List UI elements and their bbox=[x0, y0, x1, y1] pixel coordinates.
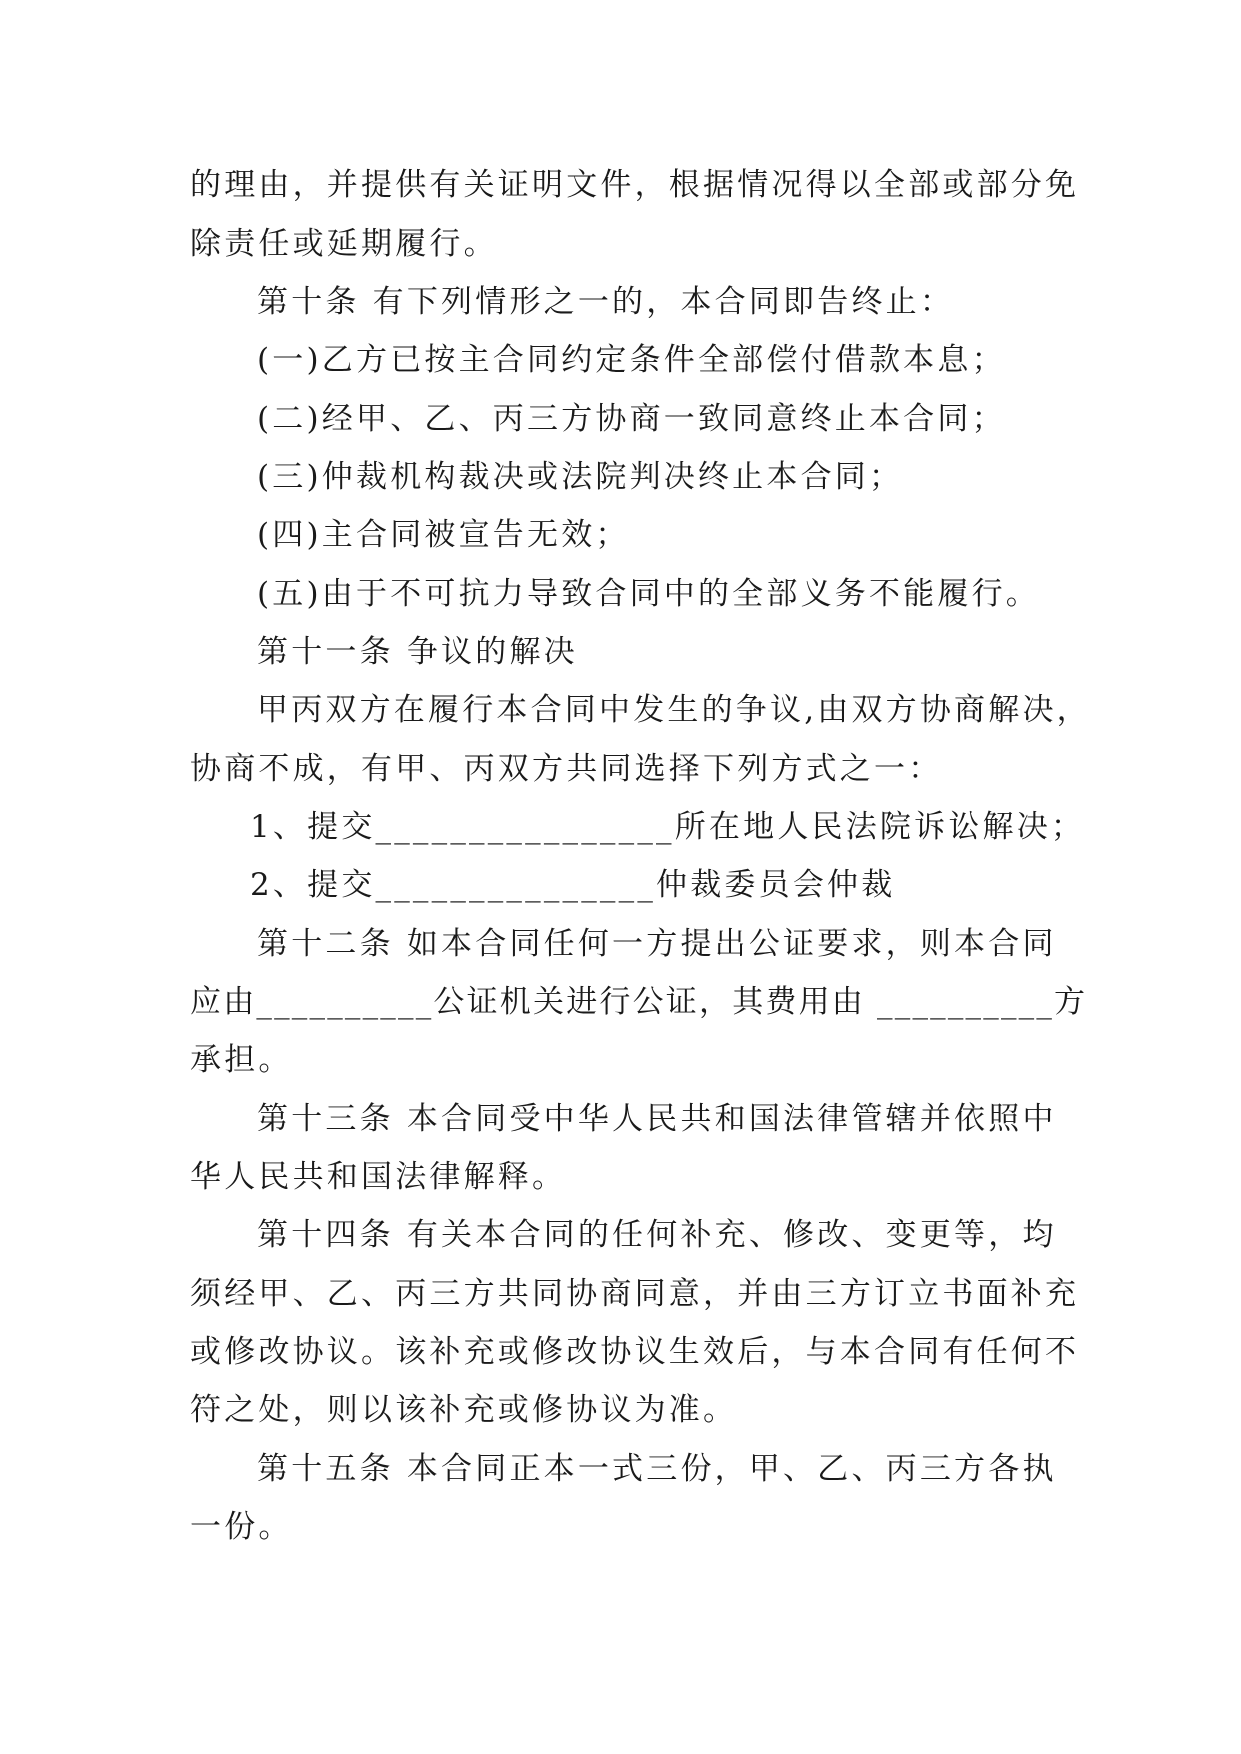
article-10-heading: 第十条 有下列情形之一的，本合同即告终止： bbox=[257, 284, 955, 320]
article-12: 第十二条 如本合同任何一方提出公证要求，则本合同 bbox=[257, 926, 1057, 962]
list-item: (五)由于不可抗力导致合同中的全部义务不能履行。 bbox=[257, 576, 1040, 612]
text-line: 符之处，则以该补充或修协议为准。 bbox=[190, 1392, 738, 1428]
list-item: 2、提交_______________仲裁委员会仲裁 bbox=[250, 867, 896, 903]
article-13: 第十三条 本合同受中华人民共和国法律管辖并依照中 bbox=[257, 1101, 1057, 1137]
text-line: 甲丙双方在履行本合同中发生的争议,由双方协商解决， bbox=[257, 692, 1091, 728]
text-line: 须经甲、乙、丙三方共同协商同意，并由三方订立书面补充 bbox=[190, 1276, 1080, 1312]
list-item: (三)仲裁机构裁决或法院判决终止本合同； bbox=[257, 459, 904, 495]
text-line: 协商不成，有甲、丙双方共同选择下列方式之一： bbox=[190, 751, 943, 787]
list-item: (二)经甲、乙、丙三方协商一致同意终止本合同； bbox=[257, 401, 1006, 437]
article-11-heading: 第十一条 争议的解决 bbox=[257, 634, 578, 670]
text-line: 除责任或延期履行。 bbox=[190, 226, 498, 262]
text-line: 的理由，并提供有关证明文件，根据情况得以全部或部分免 bbox=[190, 167, 1080, 203]
article-15: 第十五条 本合同正本一式三份，甲、乙、丙三方各执 bbox=[257, 1451, 1057, 1487]
list-item: (四)主合同被宣告无效； bbox=[257, 517, 630, 553]
text-line: 华人民共和国法律解释。 bbox=[190, 1159, 567, 1195]
text-line: 一份。 bbox=[190, 1509, 293, 1545]
list-item: (一)乙方已按主合同约定条件全部偿付借款本息； bbox=[257, 342, 1006, 378]
text-line: 承担。 bbox=[190, 1042, 293, 1078]
list-item: 1、提交________________所在地人民法院诉讼解决； bbox=[250, 809, 1086, 845]
text-line: 或修改协议。该补充或修改协议生效后，与本合同有任何不 bbox=[190, 1334, 1080, 1370]
text-line: 应由__________公证机关进行公证，其费用由 __________方 bbox=[190, 984, 1088, 1020]
article-14: 第十四条 有关本合同的任何补充、修改、变更等，均 bbox=[257, 1217, 1057, 1253]
